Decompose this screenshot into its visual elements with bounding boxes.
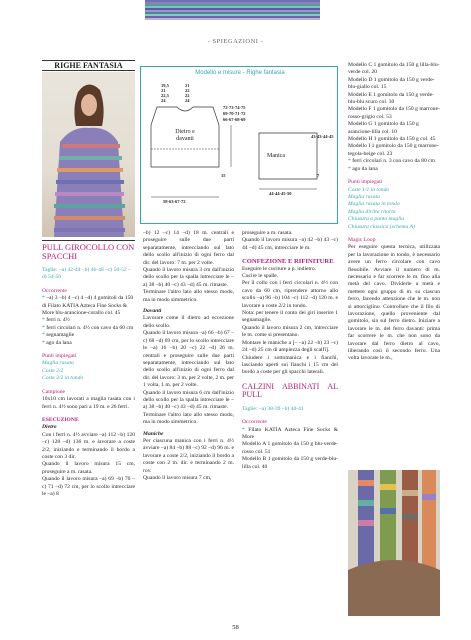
calzini-sizes: Taglie: –a) 38-39 –b) 40-41 <box>242 405 304 412</box>
right-p9: * ago da lana <box>348 165 378 172</box>
magic-loop-heading: Magic Loop <box>348 236 376 243</box>
calzini-occ-3: Modello B 1 gomitolo da 150 g verde-blu-lilla col. 40 <box>242 456 338 470</box>
right-punto-4: Maglia diritta ritorta <box>348 208 396 215</box>
right-punto-5: Chiusura a punto maglia <box>348 216 405 223</box>
right-punto-3: Maglia rasata in tondo <box>348 201 400 208</box>
dietro-p2: Quando il lavoro misura 15 cm, proseguire a m. rasata. <box>42 461 135 475</box>
mid-p8: Per ciascuna manica con i ferri n. 4½ avviare –a) 84 –b) 88 –c) 92 –d) 96 m. e lavorare a coste 2/2, iniziando il bordo a coste con 2 m. dir. e terminando 2 m. rov. <box>143 437 234 474</box>
esecuzione-heading: ESECUZIONE <box>42 416 79 423</box>
dietro-p3: Quando il lavoro misura –a) 69 –b) 70 –c) 71 –d) 72 cm, per lo scollo intrecciare le –a) 8 <box>42 476 135 497</box>
davanti-heading: Davanti <box>143 308 162 315</box>
mid2-p3: Eseguire le cuciture a p. indietro. <box>242 265 317 272</box>
garment-title: PULL GIROCOLLO CON SPACCHI <box>42 242 135 261</box>
right-punto-6: Chiusura classica (schema A) <box>348 223 415 230</box>
socks-illustration <box>348 470 440 616</box>
page-number: 58 <box>232 624 239 631</box>
socks-photo <box>348 470 440 616</box>
left-column <box>42 240 135 498</box>
campione-heading: Campione <box>42 388 65 395</box>
mid2-p4: Cucire le spalle. <box>242 273 279 280</box>
occ-item-4: * segnamaglie <box>42 332 75 339</box>
right-punto-1: Coste 1/1 in tondo <box>348 186 390 193</box>
right-p5: Modello G 1 gomitolo da 150 g arancione-lilla col. 10 <box>348 121 419 135</box>
mid-p6: Quando il lavoro misura 6 cm dall'inizio dello scollo per la spalla intrecciare le –a) 38 –b) 40 –c) 43 –d) 45 m. rimaste. <box>143 389 234 411</box>
occ-item-1: * –a) 3 –b) 4 –c) 4 –d) 4 gomitoli da 150 di Filato KATIA Azteca Fine Socks & More blu-arancione-corallo col. 45 <box>42 295 134 317</box>
calzini-occorrente-heading: Occorrente <box>242 419 267 426</box>
manica-side: 7 <box>317 173 320 178</box>
right-p2: Modello D 1 gomitolo da 150 g verde-blu-giallo col. 15 <box>348 76 435 91</box>
diagram-title: Modello e misure - Righe fantasia <box>195 70 285 76</box>
mid-p4: Lavorare come il dietro ad eccezione dello scollo. <box>143 315 234 329</box>
punti-heading: Punti impiegati <box>42 353 77 360</box>
dietro-p1: Con i ferri n. 4½ avviare –a) 112 –b) 120 –c) 128 –d) 136 m. e lavorare a coste 2/2, iniziando e terminando il bordo a coste con 3 dir. <box>42 431 135 460</box>
manica-bottom: 44-44-45-50 <box>269 191 292 196</box>
mid-p3: Terminare l'altro lato allo stesso modo, ma in modo simmetrico. <box>143 289 234 303</box>
occ-item-2: * ferri n. 4½ <box>42 317 70 324</box>
schematic-diagram <box>140 66 338 224</box>
occ-item-5: * ago da lana <box>42 339 72 346</box>
mid2-p7: Quando il lavoro misura 2 cm, intrecciare le m. come si presentano. <box>242 324 338 339</box>
middle-column-2 <box>242 230 338 471</box>
calzini-occ-1: * Filato KATIA Azteca Fine Socks & More <box>242 426 338 440</box>
dietro-heading: Dietro <box>42 424 57 431</box>
woman-sweater-illustration <box>42 72 135 237</box>
punto-1: Maglia rasata <box>42 360 74 367</box>
article-title: RIGHE FANTASIA <box>42 60 135 71</box>
mid-p9: Quando il lavoro misura 7 cm, <box>143 475 212 481</box>
punto-3: Coste 2/2 in tondo <box>42 375 84 382</box>
mid2-p9: Chiudere i sottomanica e i fianchi, lasciando aperti sui fianchi i 15 cm del bordo a coste per gli spacchi laterali. <box>242 354 338 376</box>
right-p4: Modello F 1 gomitolo da 150 g marrone-rosso-grigio col. 53 <box>348 106 440 120</box>
dietro-label: Dietro e davanti <box>175 129 195 142</box>
mid-p2: Quando il lavoro misura 3 cm dall'inizio dello scollo per la spalla intrecciare le –a) 38 –b) 40 –c) 43 –d) 45 m. rimaste. <box>143 267 234 288</box>
mid-p1: –b) 12 –c) 14 –d) 18 m. centrali e proseguire sulle due parti separatamente, intrecciando sul lato dello scollo all'inizio di ogni ferro dal dir. del lavoro: 7 m. per 2 volte. <box>143 230 234 266</box>
right-column <box>348 62 440 363</box>
side-measures: 72-73-74-75 69-70-71-72 66-67-68-69 <box>223 105 246 122</box>
manica-label: Manica <box>267 153 285 159</box>
occ-item-3: * ferri circolari n. 4½ con cavo da 60 cm <box>42 324 134 331</box>
right-punto-2: Maglia rasata <box>348 193 380 200</box>
right-p7: Modello I 1 gomitolo da 150 g marrone-tegola-beige col. 23 <box>348 143 439 157</box>
middle-column-1 <box>143 230 234 482</box>
manica-top: 43-43-44-45 <box>311 134 334 139</box>
mid2-p2: Quando il lavoro misura –a) 42 –b) 43 –c) 44 –d) 45 cm, intrecciare le m. <box>242 237 338 251</box>
bottom-measure: 58-63-67-72 <box>163 199 186 204</box>
striped-fabric-image <box>145 0 320 20</box>
sizes: Taglie: –a) 42-44 –b) 46-48 –c) 50-52 –d) 54-56 <box>42 267 131 281</box>
right-punti-heading: Punti impiegati <box>348 179 383 186</box>
calzini-heading: CALZINI ABBINATI AL PULL <box>242 381 338 400</box>
mid2-p1: proseguire a m. rasata. <box>242 230 293 236</box>
mid2-p6: Nota: per tenere il conto dei giri inserire 1 segnamaglie. <box>242 310 338 324</box>
mid-p5: Quando il lavoro misura –a) 66 –b) 67 –c) 68 –d) 69 cm, per lo scollo intrecciare le –a) 16 –b) 20 –c) 22 –d) 26 m. centrali e proseguire sulle due parti separatamente, intrecciando sul lato dello scollo all'inizio di ogni ferro dal dir. del lavoro: 3 m. per 2 volte, 2 m. per 1 volta, 1 m. per 2 volte. <box>143 330 234 389</box>
campione-text: 10x10 cm lavorati a maglia rasata con i ferri n. 4½ sono pari a 19 m. e 26 ferri. <box>42 396 135 410</box>
mid2-p8: Montare le maniche a [– –a) 22 –b) 23 –c) 24 –d) 25 cm di ampiezza degli scalfi]. <box>242 339 338 354</box>
right-p1: Modello C 1 gomitolo da 150 g lilla-blu-verde col. 20 <box>348 62 440 76</box>
magic-loop-text: Per eseguire questa tecnica, utilizzata per la lavorazione in tondo, è necessario avere un ferro circolare con cavo flessibile. Avviare il numero di m. necessario e far scorrere le m. fino alla metà del cavo. Dividerle a metà e mettere ogni gruppo di m. su ciascun ferro, facendo attenzione che le m. non si attorciglino. Controllare che il filo di lavorazione, quello proveniente dal gomitolo, sia sul ferro dietro. Iniziare a lavorare le m. del ferro davanti: prima far scorrere le m. che non sono da lavorare dal ferro dietro al cavo, liberando così il secondo ferro. Una volta lavorate le m., <box>348 244 440 362</box>
punto-2: Coste 2/2 <box>42 367 64 374</box>
mid-p7: Terminare l'altro lato allo stesso modo, ma in modo simmetrico. <box>143 411 234 426</box>
occorrente-heading: Occorrente <box>42 287 67 294</box>
side-15: 15 <box>221 173 226 178</box>
calzini-occ-2: Modello A 1 gomitolo da 150 g blu-verde-rosso col. 51 <box>242 441 338 455</box>
right-p3: Modello E 1 gomitolo da 150 g verde-blu-blu scuro col. 30 <box>348 91 434 106</box>
right-p8: * ferri circolari n. 3 con cavo da 80 cm <box>348 158 435 165</box>
mid2-p5: Per il collo con i ferri circolari n. 4½ con cavo da 60 cm, riprendere attorno allo scollo –a) 96 –b) 104 –c) 112 –d) 120 m. e lavorare a coste 2/2 in tondo. <box>242 280 338 309</box>
model-photo <box>42 72 135 237</box>
right-p6: Modello H 1 gomitolo da 150 g col. 45 <box>348 136 436 143</box>
section-title: - SPIEGAZIONI - <box>207 38 264 45</box>
maniche-heading: Maniche <box>143 430 164 437</box>
top-left-measures: 19,5 21 22,5 24 <box>161 83 169 103</box>
confezione-heading: CONFEZIONE E RIFINITURE <box>242 258 334 266</box>
top-mid-measures: 21 22 22 24 <box>185 83 190 103</box>
